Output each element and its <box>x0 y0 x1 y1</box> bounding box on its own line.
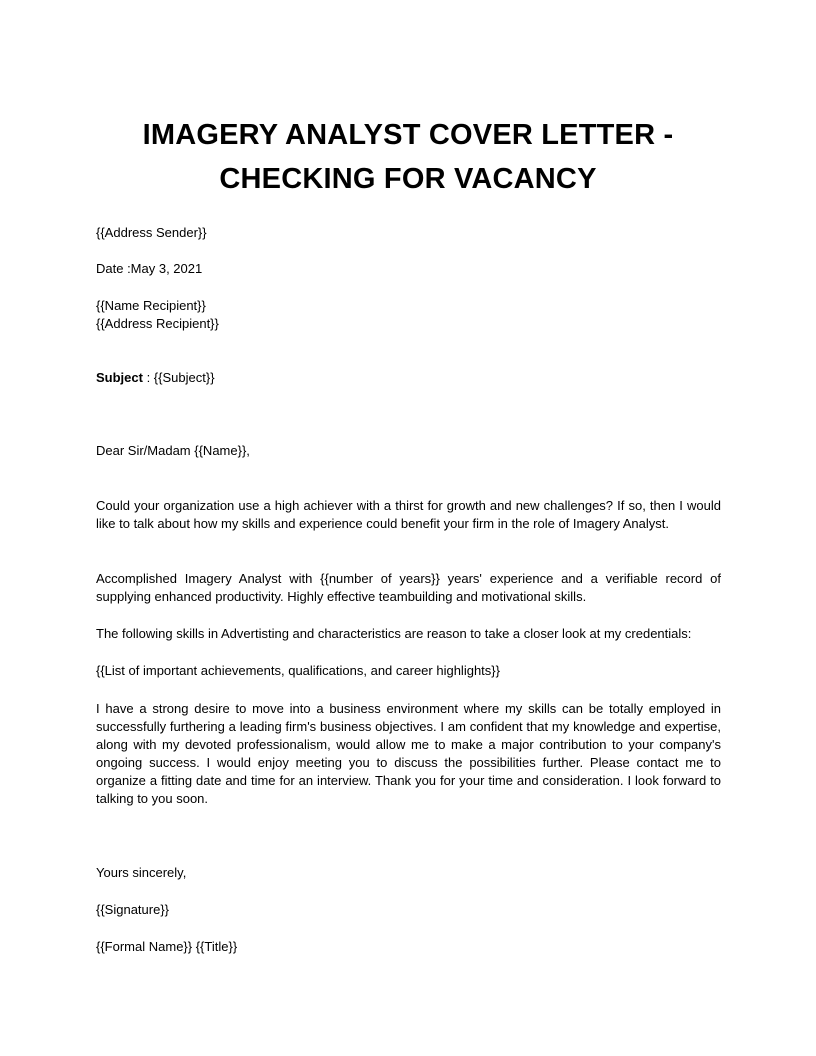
paragraph-intro: Could your organization use a high achiever with a thirst for growth and new challenges? If so, then I would like to talk about how my skills and experience could benefit your firm in the role of Imagery Analyst. <box>96 498 721 531</box>
paragraph-achievements: {{List of important achievements, qualifications, and career highlights}} <box>96 663 500 678</box>
address-recipient: {{Address Recipient}} <box>96 316 219 331</box>
paragraph-skills: The following skills in Advertisting and characteristics are reason to take a closer look at my credentials: <box>96 626 692 641</box>
closing-phrase: Yours sincerely, <box>96 865 187 880</box>
subject-line <box>96 369 721 387</box>
formal-name-title: {{Formal Name}} {{Title}} <box>96 939 238 954</box>
signature: {{Signature}} <box>96 902 170 917</box>
paragraph-experience: Accomplished Imagery Analyst with {{number of years}} years' experience and a verifiable record of supplying enhanced productivity. Highly effective teambuilding and motivational skills. <box>96 571 721 604</box>
salutation: Dear Sir/Madam {{Name}}, <box>96 443 250 458</box>
letter-date: Date :May 3, 2021 <box>96 261 203 276</box>
name-recipient: {{Name Recipient}} <box>96 298 206 313</box>
paragraph-closing: I have a strong desire to move into a business environment where my skills can be totally employed in successfully furthering a leading firm's business objectives. I am confident that my knowledge and expertise, along with my devoted professionalism, would allow me to make a major contribution to your company's ongoing success. I would enjoy meeting you to discuss the possibilities further. Please contact me to organize a fitting date and time for an interview. Thank you for your time and consideration. I look forward to talking to you soon. <box>96 701 721 806</box>
letter-title: IMAGERY ANALYST COVER LETTER - CHECKING FOR VACANCY <box>142 119 674 195</box>
subject-value: : {{Subject}} <box>142 370 215 385</box>
address-sender: {{Address Sender}} <box>96 225 207 240</box>
subject-label: Subject <box>96 370 143 385</box>
